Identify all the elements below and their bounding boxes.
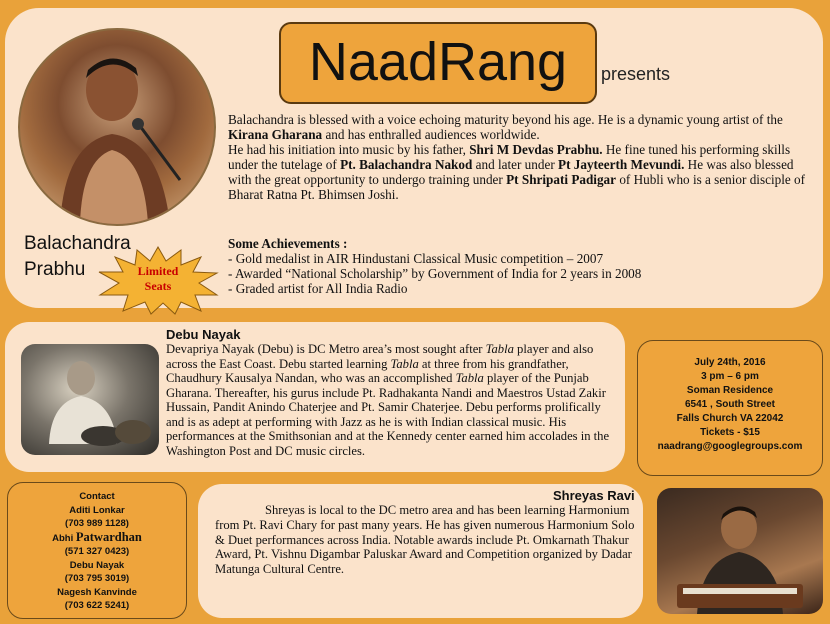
contact-phone: (703 622 5241)	[64, 600, 130, 611]
list-item: - Graded artist for All India Radio	[228, 281, 408, 296]
contact-name: Nagesh Kanvinde	[57, 586, 137, 598]
artist2-name: Debu Nayak	[166, 327, 241, 342]
event-city: Falls Church VA 22042	[676, 413, 784, 424]
event-street: 6541 , South Street	[684, 399, 776, 410]
artist1-bio: Balachandra is blessed with a voice echoing maturity beyond his age. He is a dynamic young artist of the Kirana Gharana and has enthralled audiences worldwide. He had his initiation into music by his father, Shri M Devdas Prabhu. He fine tuned his performing skills under the tutelage of Pt. Balachandra Nakod and later under Pt Jayteerth Mevundi. He was also blessed with the great opportunity to undergo training under Pt Shripati Padigar of Hubli who is a senior disciple of Bharat Ratna Pt. Bhimsen Joshi.	[228, 112, 806, 202]
artist2-photo	[21, 344, 159, 455]
artist3-name: Shreyas Ravi	[553, 488, 635, 503]
contact-name: Debu Nayak	[69, 559, 125, 571]
presents-label: presents	[601, 64, 671, 84]
artist1-name: Balachandra Prabhu	[24, 233, 131, 280]
contact-phone: (571 327 0423)	[64, 546, 130, 557]
page-title: NaadRang	[308, 32, 568, 92]
contact-phone: (703 989 1128)	[65, 518, 129, 529]
event-time: 3 pm – 6 pm	[701, 371, 759, 382]
contact-heading: Contact	[79, 491, 115, 502]
artist2-bio: Devapriya Nayak (Debu) is DC Metro area’s most sought after Tabla player and also across the East Coast. Debu started learning Tabla at three from his grandfather, Chaudhury Kausalya Nandan, who was an accomplished Tabla player of the Punjab Gharana. Thereafter, his gurus include Pt. Radhakanta Nandi and Maestros Ustad Zakir Hussain, Pandit Anindo Chaterjee and Pt. Samir Chaterjee. Debu performs prolifically and is as adept at performing with Jazz as he is with Indian classical music. His performances at the Smithsonian and at the Kennedy center earned him accolades in the Washington Post and DC music circles.	[166, 342, 610, 458]
achievements-list	[228, 236, 808, 296]
event-venue: Soman Residence	[686, 385, 774, 396]
list-item: - Awarded “National Scholarship” by Government of India for 2 years in 2008	[228, 266, 642, 281]
event-details-box	[637, 340, 823, 476]
artist1-portrait	[18, 28, 216, 226]
contact-box	[7, 482, 187, 619]
contact-phone: (703 795 3019)	[64, 573, 130, 584]
event-tickets: Tickets - $15	[700, 427, 760, 438]
artist3-bio: Shreyas is local to the DC metro area and has been learning Harmonium from Pt. Ravi Chary for past many years. He has given numerous Harmonium Solo & Duet performances across India. Notable awards include Pt. Omkarnath Thakur Award, Pt. Vishnu Digambar Paluskar Award and Competition organized by Dadar Matunga Cultural Centre.	[215, 503, 635, 577]
achievements-heading: Some Achievements :	[228, 236, 348, 251]
title-box	[279, 22, 597, 104]
list-item: - Gold medalist in AIR Hindustani Classical Music competition – 2007	[228, 251, 604, 266]
contact-name: Abhi Patwardhan	[52, 529, 142, 544]
event-email[interactable]: naadrang@googlegroups.com	[657, 441, 803, 452]
limited-seats-badge-text: Limited Seats	[137, 264, 179, 293]
artist3-photo	[657, 488, 823, 614]
event-date: July 24th, 2016	[694, 357, 766, 368]
contact-name: Aditi Lonkar	[69, 504, 125, 516]
